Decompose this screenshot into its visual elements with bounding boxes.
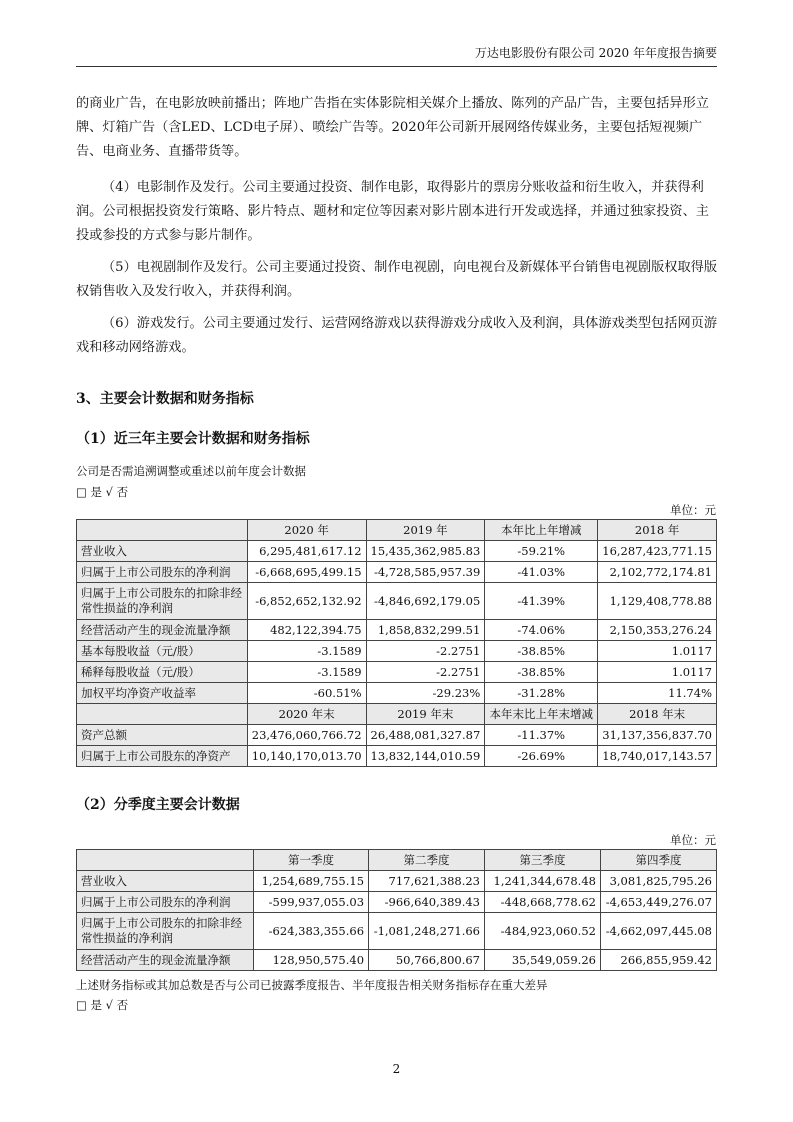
value-cell: -624,383,355.66 [254,913,369,950]
value-cell: 1.0117 [598,641,717,662]
header-cell [77,850,254,871]
unit-label-1: 单位：元 [670,503,716,517]
change-cell: -31.28% [485,683,598,704]
discrepancy-question: 上述财务指标或其加总数是否与公司已披露季度报告、半年度报告相关财务指标存在重大差异 [76,978,548,992]
header-cell [77,520,248,541]
row-label: 归属于上市公司股东的净利润 [77,892,254,913]
table-row [77,725,717,746]
value-cell: 2,102,772,174.81 [598,562,717,583]
value-cell: 35,549,059.26 [485,950,601,971]
value-cell: 10,140,170,013.70 [247,746,366,767]
subsection-2-heading: （2）分季度主要会计数据 [76,797,240,813]
header-cell: 2018 年 [598,520,717,541]
row-label: 归属于上市公司股东的扣除非经常性损益的净利润 [77,913,254,950]
change-cell: -26.69% [485,746,598,767]
discrepancy-answer: □ 是 √ 否 [76,998,129,1012]
table-row [77,746,717,767]
value-cell: -1,081,248,271.66 [369,913,485,950]
header-cell: 第三季度 [485,850,601,871]
value-cell: 1.0117 [598,662,717,683]
row-label: 归属于上市公司股东的净利润 [77,562,248,583]
value-cell: 15,435,362,985.83 [366,541,485,562]
table-header-row [77,850,717,871]
table-row [77,662,717,683]
value-cell: -29.23% [366,683,485,704]
value-cell: 16,287,423,771.15 [598,541,717,562]
value-cell: -2.2751 [366,641,485,662]
subsection-1-heading: （1）近三年主要会计数据和财务指标 [76,431,310,447]
header-cell: 2019 年末 [366,704,485,725]
table-row [77,871,717,892]
value-cell: -60.51% [247,683,366,704]
header-cell: 2020 年末 [247,704,366,725]
row-label: 归属于上市公司股东的扣除非经常性损益的净利润 [77,583,248,620]
value-cell: 2,150,353,276.24 [598,620,717,641]
table-row [77,583,717,620]
value-cell: 1,858,832,299.51 [366,620,485,641]
table-row [77,620,717,641]
value-cell: -448,668,778.62 [485,892,601,913]
table-row [77,950,717,971]
page-header: 万达电影股份有限公司 2020 年年度报告摘要 [474,46,717,60]
row-label: 归属于上市公司股东的净资产 [77,746,248,767]
value-cell: 266,855,959.42 [600,950,716,971]
value-cell: 18,740,017,143.57 [598,746,717,767]
header-cell: 2019 年 [366,520,485,541]
value-cell: -3.1589 [247,662,366,683]
value-cell: 50,766,800.67 [369,950,485,971]
value-cell: 482,122,394.75 [247,620,366,641]
value-cell: -6,668,695,499.15 [247,562,366,583]
section-3-heading: 3、主要会计数据和财务指标 [76,391,254,407]
value-cell: 717,621,388.23 [369,871,485,892]
change-cell: -41.03% [485,562,598,583]
header-cell: 本年末比上年末增减 [485,704,598,725]
value-cell: 1,129,408,778.88 [598,583,717,620]
header-rule [76,66,717,67]
value-cell: 26,488,081,327.87 [366,725,485,746]
value-cell: -4,846,692,179.05 [366,583,485,620]
table-row [77,541,717,562]
row-label: 加权平均净资产收益率 [77,683,248,704]
page-number: 2 [392,1062,401,1076]
value-cell: -599,937,055.03 [254,892,369,913]
change-cell: -38.85% [485,662,598,683]
header-cell: 第四季度 [600,850,716,871]
table-header-row [77,520,717,541]
row-label: 营业收入 [77,541,248,562]
table-row [77,562,717,583]
table-row [77,892,717,913]
paragraph-advertising: 的商业广告，在电影放映前播出；阵地广告指在实体影院相关媒介上播放、陈列的产品广告，主要包括异形立牌、灯箱广告（含LED、LCD电子屏）、喷绘广告等。2020年公司新开展网络传媒业务，主要包括短视频广告、电商业务、直播带货等。 [76,96,709,159]
paragraph-game-publishing: （6）游戏发行。公司主要通过发行、运营网络游戏以获得游戏分成收入及利润，具体游戏类型包括网页游戏和移动网络游戏。 [76,316,718,355]
value-cell: -2.2751 [366,662,485,683]
value-cell: -484,923,060.52 [485,913,601,950]
header-cell: 第二季度 [369,850,485,871]
paragraph-tv-production: （5）电视剧制作及发行。公司主要通过投资、制作电视剧，向电视台及新媒体平台销售电视剧版权取得版权销售收入及发行收入，并获得利润。 [76,260,718,299]
change-cell: -41.39% [485,583,598,620]
header-cell [77,704,248,725]
value-cell: 23,476,060,766.72 [247,725,366,746]
value-cell: 31,137,356,837.70 [598,725,717,746]
change-cell: -11.37% [485,725,598,746]
change-cell: -59.21% [485,541,598,562]
value-cell: -4,653,449,276.07 [600,892,716,913]
change-cell: -38.85% [485,641,598,662]
row-label: 营业收入 [77,871,254,892]
value-cell: -6,852,652,132.92 [247,583,366,620]
row-label: 经营活动产生的现金流量净额 [77,950,254,971]
row-label: 基本每股收益（元/股） [77,641,248,662]
row-label: 资产总额 [77,725,248,746]
value-cell: 13,832,144,010.59 [366,746,485,767]
table-row [77,913,717,950]
value-cell: 6,295,481,617.12 [247,541,366,562]
table-row [77,683,717,704]
row-label: 经营活动产生的现金流量净额 [77,620,248,641]
value-cell: -4,728,585,957.39 [366,562,485,583]
value-cell: 128,950,575.40 [254,950,369,971]
table-header-row [77,704,717,725]
row-label: 稀释每股收益（元/股） [77,662,248,683]
value-cell: 3,081,825,795.26 [600,871,716,892]
value-cell: -4,662,097,445.08 [600,913,716,950]
header-cell: 2020 年 [247,520,366,541]
annual-financial-table [76,519,717,767]
change-cell: -74.06% [485,620,598,641]
header-cell: 本年比上年增减 [485,520,598,541]
value-cell: -966,640,389.43 [369,892,485,913]
unit-label-2: 单位：元 [670,833,716,847]
restatement-question: 公司是否需追溯调整或重述以前年度会计数据 [76,464,306,478]
value-cell: 11.74% [598,683,717,704]
value-cell: -3.1589 [247,641,366,662]
value-cell: 1,241,344,678.48 [485,871,601,892]
restatement-answer: □ 是 √ 否 [76,485,129,499]
value-cell: 1,254,689,755.15 [254,871,369,892]
header-cell: 第一季度 [254,850,369,871]
table-row [77,641,717,662]
paragraph-film-production: （4）电影制作及发行。公司主要通过投资、制作电影，取得影片的票房分账收益和衍生收入，并获得利润。公司根据投资发行策略、影片特点、题材和定位等因素对影片剧本进行开发或选择，并通过独家投资、主投或参投的方式参与影片制作。 [76,180,709,243]
header-cell: 2018 年末 [598,704,717,725]
quarterly-financial-table [76,849,717,971]
